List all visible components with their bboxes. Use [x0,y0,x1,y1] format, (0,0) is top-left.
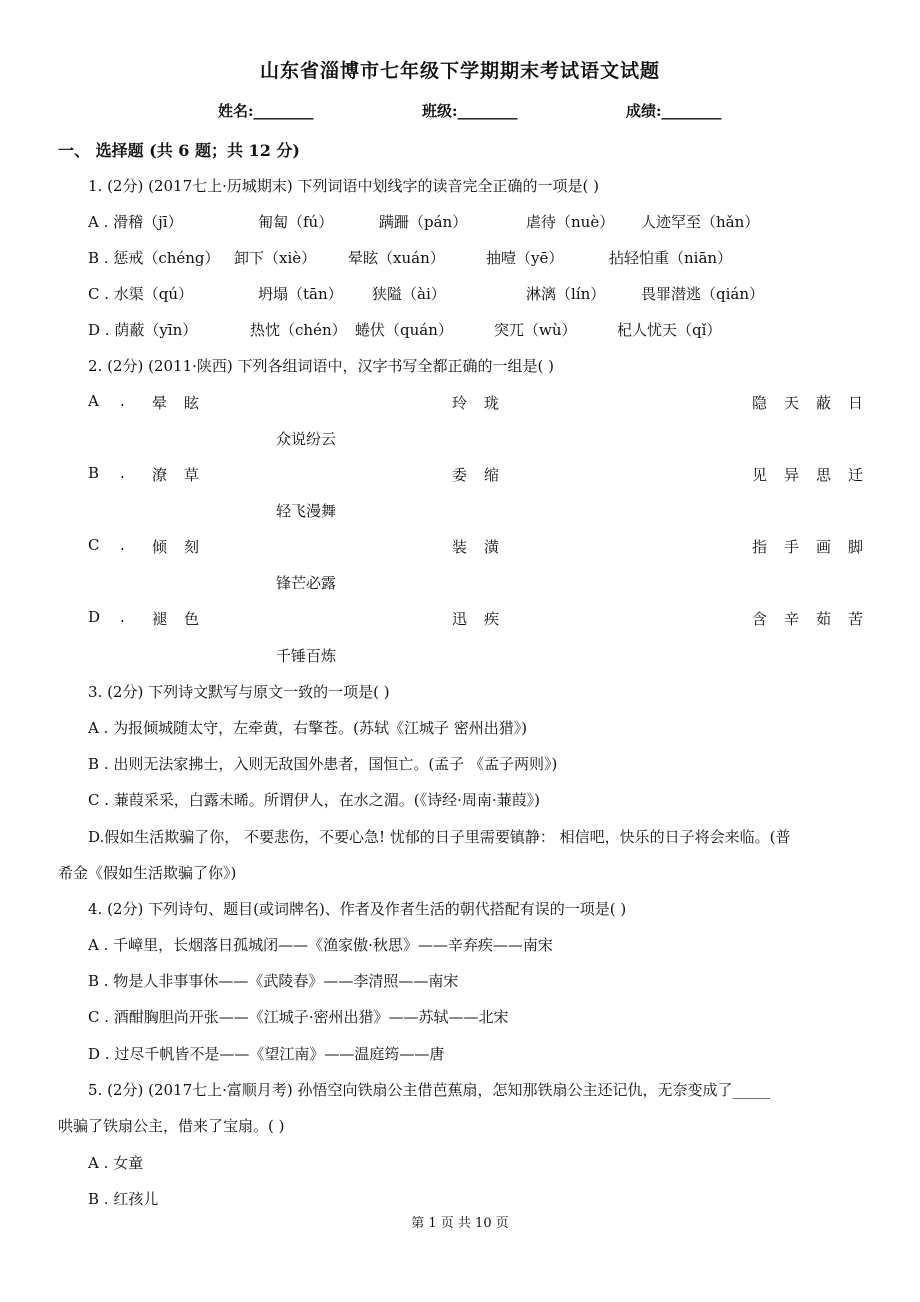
question-2-option-b-word4: 轻飞漫舞 [276,502,337,520]
option-part: 杞人忧天（qǐ） [617,321,722,339]
option-part: 坍塌（tān） [258,285,343,303]
word-char: 异 [784,466,800,484]
question-5-stem-continued: 哄骗了铁扇公主，借来了宝扇。( ) [58,1117,285,1135]
question-3-option-d-continued: 希金《假如生活欺骗了你》) [58,864,237,882]
question-5-stem: 5. (2分) (2017七上·富顺月考) 孙悟空向铁扇公主借芭蕉扇，怎知那铁扇公主还记仇，无奈变成了_____ [88,1081,771,1099]
word-char: 画 [816,538,832,556]
option-part: B . 惩戒（chéng） [88,249,220,267]
page-footer: 第 1 页 共 10 页 [411,1216,509,1231]
word-char: 迅 [452,610,468,628]
word-char: 迁 [848,466,864,484]
question-3-option-b: B . 出则无法家拂士，入则无敌国外患者，国恒亡。(孟子 《孟子两则》) [88,755,558,773]
option-letter: C [88,536,100,554]
word-char: 隐 [752,394,768,412]
option-part: 蹒跚（pán） [379,213,468,231]
word-char: 玲 [452,394,468,412]
question-3-option-c: C . 蒹葭采采，白露未晞。所谓伊人，在水之湄。(《诗经·周南·蒹葭》) [88,791,541,809]
question-3-option-a: A . 为报倾城随太守，左牵黄，右擎苍。(苏轼《江城子 密州出猎》) [88,719,528,737]
option-part: 狭隘（ài） [372,285,446,303]
word-char: 眩 [184,394,200,412]
option-part: D . 荫蔽（yīn） [88,321,198,339]
question-2-option-d-word4: 千锤百炼 [276,647,337,665]
word-char: 刻 [184,538,200,556]
question-2-option-a-word4: 众说纷云 [276,430,337,448]
question-2-option-c-word4: 锋芒必露 [276,574,337,592]
option-part: 热忱（chén） [250,321,347,339]
option-dot: . [120,464,125,482]
word-char: 脚 [848,538,864,556]
question-4-option-c: C . 酒酣胸胆尚开张——《江城子·密州出猎》——苏轼——北宋 [88,1008,509,1026]
option-letter: A [88,392,99,410]
question-4-option-d: D . 过尽千帆皆不是——《望江南》——温庭筠——唐 [88,1045,445,1063]
word-char: 日 [848,394,864,412]
word-char: 思 [816,466,832,484]
word-char: 潢 [484,538,500,556]
question-5-option-b: B . 红孩儿 [88,1190,159,1208]
option-part: 人迹罕至（hǎn） [641,213,760,231]
word-char: 委 [452,466,468,484]
word-char: 草 [184,466,200,484]
word-char: 天 [784,394,800,412]
option-part: 匍匐（fú） [258,213,334,231]
option-part: 突兀（wù） [494,321,577,339]
option-part: 晕眩（xuán） [348,249,445,267]
option-dot: . [120,392,125,410]
word-char: 色 [184,610,200,628]
word-char: 晕 [152,394,168,412]
question-3-option-d: D.假如生活欺骗了你， 不要悲伤，不要心急! 忧郁的日子里需要镇静： 相信吧，快乐的日子将会来临。(普 [88,828,791,846]
option-dot: . [120,608,125,626]
word-char: 装 [452,538,468,556]
option-dot: . [120,536,125,554]
word-char: 茹 [816,610,832,628]
option-part: 拈轻怕重（niān） [609,249,733,267]
score-field: 成绩:________ [626,102,722,120]
option-part: A . 滑稽（jī） [88,213,183,231]
section-heading: 一、 选择题 (共 6 题；共 12 分) [58,141,300,160]
option-part: 虐待（nuè） [526,213,615,231]
question-3-stem: 3. (2分) 下列诗文默写与原文一致的一项是( ) [88,683,390,701]
word-char: 缩 [484,466,500,484]
word-char: 辛 [784,610,800,628]
option-part: 蜷伏（quán） [355,321,453,339]
option-part: 畏罪潜逃（qián） [641,285,765,303]
question-1-stem: 1. (2分) (2017七上·历城期末) 下列词语中划线字的读音完全正确的一项是( ) [88,177,599,195]
option-letter: D [88,608,101,626]
word-char: 手 [784,538,800,556]
word-char: 疾 [484,610,500,628]
word-char: 褪 [152,610,168,628]
option-part: 抽噎（yē） [486,249,564,267]
option-letter: B [88,464,100,482]
option-part: C . 水渠（qú） [88,285,194,303]
word-char: 见 [752,466,768,484]
question-4-stem: 4. (2分) 下列诗句、题目(或词牌名)、作者及作者生活的朝代搭配有误的一项是( ) [88,900,627,918]
question-4-option-a: A . 千嶂里，长烟落日孤城闭——《渔家傲·秋思》——辛弃疾——南宋 [88,936,553,954]
question-4-option-b: B . 物是人非事事休——《武陵春》——李清照——南宋 [88,972,459,990]
word-char: 倾 [152,538,168,556]
class-field: 班级:________ [422,102,518,120]
word-char: 珑 [484,394,500,412]
option-part: 卸下（xiè） [234,249,317,267]
word-char: 潦 [152,466,168,484]
word-char: 指 [752,538,768,556]
option-part: 淋漓（lín） [526,285,606,303]
word-char: 蔽 [816,394,832,412]
name-field: 姓名:________ [218,102,314,120]
question-2-stem: 2. (2分) (2011·陕西) 下列各组词语中，汉字书写全都正确的一组是( ) [88,357,554,375]
word-char: 含 [752,610,768,628]
word-char: 苦 [848,610,864,628]
question-5-option-a: A . 女童 [88,1154,144,1172]
page-title: 山东省淄博市七年级下学期期末考试语文试题 [259,60,660,82]
